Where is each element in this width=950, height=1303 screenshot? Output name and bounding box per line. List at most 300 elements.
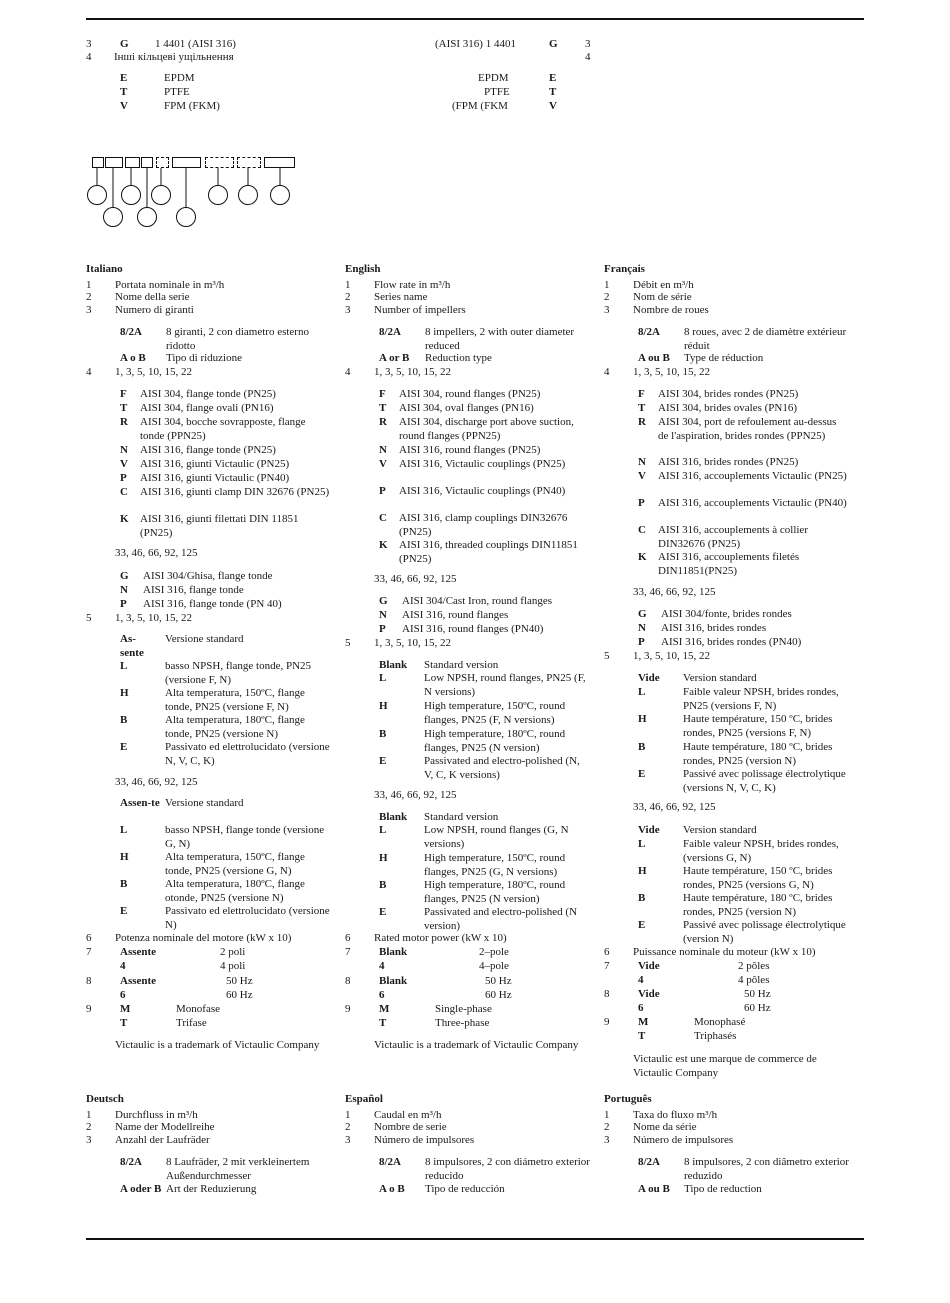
item-text: Rated motor power (kW x 10) [374,932,507,944]
text: Інші кільцеві ущільнення [114,51,234,63]
flange-code: K [638,551,647,563]
flange-code: R [379,416,387,428]
version-desc: basso NPSH, flange tonde (versione G, N) [165,824,325,850]
version-desc: Low NPSH, round flanges (G, N versions) [424,824,569,850]
item-text: Número de impulsores [633,1134,734,1146]
version-desc: High temperature, 180ºC, round flanges, PN25 (N version) [424,728,566,754]
version-desc: Haute température, 180 ºC, brides rondes, PN25 (version N) [683,892,833,918]
phase-code: T [120,1017,128,1029]
flange-desc: AISI 316, accouplements Victaulic (PN40) [658,497,847,509]
trademark-note: Victaulic is a trademark of Victaulic Company [115,1039,320,1051]
callout-circle [176,207,196,227]
flange-code: V [120,458,128,470]
version-desc: Passivé avec polissage électrolytique (versions N, V, C, K) [683,768,846,794]
flange-code: G [379,595,388,607]
code-key: A o B [379,1183,405,1195]
version-code: E [120,741,128,753]
version-code: E [638,919,646,931]
flange-desc: AISI 316, Victaulic couplings (PN40) [399,485,566,497]
code-desc: Tipo de reducción [425,1183,505,1195]
item-text: Anzahl der Laufräder [115,1134,210,1146]
trademark-note: Victaulic est une marque de commerce de Victaulic Company [633,1053,817,1079]
callout-circle [151,185,171,205]
version-code: B [120,878,128,890]
pole-code: 4 [120,960,126,972]
pole-desc: 2 pôles [738,960,770,972]
code-desc: 8 impellers, 2 with outer diameter reduced [425,326,575,352]
code-box-6 [172,157,201,168]
num: 3 [86,38,92,50]
item-text: Nome della serie [115,291,190,303]
version-code: Blank [379,659,408,671]
code-key: 8/2A [379,326,401,338]
freq-desc: 60 Hz [226,989,253,1001]
flange-desc: AISI 304, brides ovales (PN16) [658,402,798,414]
code-key: 8/2A [638,326,660,338]
callout-circle [270,185,290,205]
item-number: 8 [604,988,610,1000]
size-list: 33, 46, 66, 92, 125 [374,789,457,801]
item-text: Potenza nominale del motore (kW x 10) [115,932,292,944]
item-text: Taxa do fluxo m³/h [633,1109,718,1121]
version-desc: Versione standard [165,797,244,809]
code: V [120,100,128,112]
flange-code: T [638,402,646,414]
flange-desc: AISI 304, bocche sovrapposte, flange tonde (PPN25) [140,416,306,442]
pole-code: 4 [638,974,644,986]
code-desc: 8 impulsores, 2 con diámetro exterior reducido [425,1156,590,1182]
version-desc: Alta temperatura, 150ºC, flange tonde, PN25 (versione G, N) [165,851,305,877]
text: EPDM [478,72,509,84]
flange-desc: AISI 316, accouplements à collier DIN32676 (PN25) [658,524,808,550]
version-code: B [638,892,646,904]
pole-code: Blank [379,946,408,958]
item-number: 5 [345,637,351,649]
flange-code: V [638,470,646,482]
code-key: 8/2A [379,1156,401,1168]
code-box-1 [92,157,104,168]
diagram-connector-lines [0,0,950,240]
code-desc: 8 roues, avec 2 de diamètre extérieur réduit [684,326,847,352]
callout-circle [103,207,123,227]
item-number: 6 [345,932,351,944]
flange-desc: AISI 304, port de refoulement au-dessus de l'aspiration, brides rondes (PPN25) [658,416,837,442]
size-list: 33, 46, 66, 92, 125 [115,547,198,559]
code-desc: Tipo de reduction [684,1183,762,1195]
flange-code: T [379,402,387,414]
code-key: 8/2A [120,1156,142,1168]
code-desc: Art der Reduzierung [166,1183,257,1195]
flange-code: R [120,416,128,428]
version-code: E [638,768,646,780]
callout-circle [208,185,228,205]
freq-desc: 60 Hz [485,989,512,1001]
freq-code: 6 [120,989,126,1001]
flange-desc: AISI 316, clamp couplings DIN32676 (PN25) [399,512,568,538]
item-number: 3 [345,304,351,316]
code-key: A or B [379,352,410,364]
freq-code: Vide [638,988,660,1000]
size-list: 33, 46, 66, 92, 125 [374,573,457,585]
version-desc: Passivé avec polissage électrolytique (version N) [683,919,846,945]
version-code: Vide [638,824,660,836]
item-number: 2 [86,1121,92,1133]
item-number: 2 [345,291,351,303]
flange-code: N [638,456,646,468]
item-text: Nom de série [633,291,692,303]
freq-desc: 60 Hz [744,1002,771,1014]
flange-desc: AISI 316, giunti Victaulic (PN25) [140,458,290,470]
flange-desc: AISI 304/Ghisa, flange tonde [143,570,273,582]
version-desc: Passivated and electro-polished (N version) [424,906,578,932]
version-code: As-sente [120,633,144,659]
pole-desc: 4 pôles [738,974,770,986]
pole-desc: 4 poli [220,960,246,972]
version-code: L [638,686,646,698]
version-code: H [379,700,388,712]
item-text: Nome da série [633,1121,697,1133]
flange-code: G [638,608,647,620]
item-number: 1 [345,279,351,291]
version-code: B [379,879,387,891]
flange-desc: AISI 316, giunti filettati DIN 11851 (PN25) [140,513,299,539]
item-number: 4 [604,366,610,378]
item-number: 8 [86,975,92,987]
size-list: 33, 46, 66, 92, 125 [115,776,198,788]
freq-code: Assente [120,975,157,987]
code-key: A oder B [120,1183,162,1195]
text: FPM (FKM) [164,100,220,112]
flange-code: C [120,486,128,498]
version-desc: Low NPSH, round flanges, PN25 (F, N versions) [424,672,586,698]
code: V [549,100,557,112]
flange-desc: AISI 316, brides rondes (PN40) [661,636,802,648]
callout-circle [121,185,141,205]
item-number: 2 [86,291,92,303]
version-desc: High temperature, 150ºC, round flanges, PN25 (F, N versions) [424,700,566,726]
flange-desc: AISI 316, round flanges [402,609,509,621]
item-number: 1 [86,279,92,291]
freq-code: 6 [379,989,385,1001]
item-number: 3 [604,304,610,316]
size-list: 33, 46, 66, 92, 125 [633,801,716,813]
version-code: B [120,714,128,726]
size-list: 33, 46, 66, 92, 125 [633,586,716,598]
item-text: Name der Modellreihe [115,1121,215,1133]
version-desc: Passivato ed elettrolucidato (versione N, V, C, K) [165,741,330,767]
flange-code: F [120,388,127,400]
text: (FPM (FKM [452,100,508,112]
flange-desc: AISI 316, flange tonde (PN 40) [143,598,282,610]
item-number: 9 [604,1016,610,1028]
phase-code: M [379,1003,390,1015]
item-text: Número de impulsores [374,1134,475,1146]
version-desc: Haute température, 180 ºC, brides rondes, PN25 (version N) [683,741,833,767]
item-number: 2 [345,1121,351,1133]
code-box-8 [237,157,261,168]
num: 4 [86,51,92,63]
callout-circle [137,207,157,227]
version-code: H [120,687,129,699]
phase-desc: Three-phase [435,1017,490,1029]
code-desc: 8 Laufräder, 2 mit verkleinertem Außendurchmesser [166,1156,310,1182]
flange-desc: AISI 316, Victaulic couplings (PN25) [399,458,566,470]
version-code: B [638,741,646,753]
freq-desc: 50 Hz [744,988,771,1000]
version-desc: Passivato ed elettrolucidato (versione N) [165,905,330,931]
flange-code: N [379,444,387,456]
num: 3 [585,38,591,50]
flange-code: K [379,539,388,551]
version-code: E [379,906,387,918]
flange-code: K [120,513,129,525]
item-number: 1 [604,279,610,291]
item-number: 3 [345,1134,351,1146]
flange-desc: AISI 316, flange tonde (PN25) [140,444,276,456]
flange-code: R [638,416,646,428]
item-text: 1, 3, 5, 10, 15, 22 [374,637,451,649]
item-number: 1 [604,1109,610,1121]
code-box-5 [156,157,169,168]
pole-desc: 4–pole [479,960,509,972]
version-desc: Haute température, 150 ºC, brides rondes, PN25 (versions G, N) [683,865,833,891]
flange-code: P [638,636,645,648]
code-box-9 [264,157,295,168]
column-title: Deutsch [86,1093,124,1105]
version-desc: Versione standard [165,633,244,645]
item-number: 5 [604,650,610,662]
callout-circle [87,185,107,205]
item-number: 1 [86,1109,92,1121]
version-code: Assen-te [120,797,160,809]
item-text: Nombre de serie [374,1121,447,1133]
item-text: 1, 3, 5, 10, 15, 22 [374,366,451,378]
version-code: E [379,755,387,767]
item-text: Nombre de roues [633,304,709,316]
column-title: Italiano [86,263,123,275]
flange-code: P [120,472,127,484]
phase-code: M [120,1003,131,1015]
version-code: E [120,905,128,917]
code-desc: Tipo di riduzione [166,352,242,364]
code-desc: Reduction type [425,352,492,364]
flange-desc: AISI 304, flange ovali (PN16) [140,402,274,414]
item-number: 3 [86,304,92,316]
flange-code: P [120,598,127,610]
version-code: H [638,713,647,725]
flange-code: N [120,444,128,456]
item-text: Numero di giranti [115,304,194,316]
version-desc: Faible valeur NPSH, brides rondes, (versions G, N) [683,838,839,864]
text: 1 4401 (AISI 316) [155,38,236,50]
code-key: A ou B [638,352,670,364]
version-desc: Version standard [683,824,757,836]
code-key: A ou B [638,1183,670,1195]
flange-desc: AISI 316, accouplements filetés DIN11851(PN25) [658,551,800,577]
version-desc: Alta temperatura, 180ºC, flange otonde, PN25 (versione N) [165,878,305,904]
item-number: 9 [345,1003,351,1015]
version-code: L [120,660,128,672]
pole-code: 4 [379,960,385,972]
flange-desc: AISI 304, oval flanges (PN16) [399,402,534,414]
item-number: 2 [604,1121,610,1133]
version-code: H [379,852,388,864]
code: T [120,86,128,98]
flange-desc: AISI 304, round flanges (PN25) [399,388,541,400]
item-number: 3 [604,1134,610,1146]
version-desc: High temperature, 150ºC, round flanges, PN25 (G, N versions) [424,852,566,878]
flange-code: N [638,622,646,634]
item-text: 1, 3, 5, 10, 15, 22 [115,612,192,624]
code-box-3 [125,157,140,168]
code-key: 8/2A [638,1156,660,1168]
text: (AISI 316) 1 4401 [435,38,516,50]
version-code: B [379,728,387,740]
phase-code: T [379,1017,387,1029]
version-desc: Standard version [424,811,499,823]
code-desc: 8 giranti, 2 con diametro esterno ridotto [166,326,309,352]
flange-desc: AISI 304, brides rondes (PN25) [658,388,799,400]
phase-desc: Monofase [176,1003,220,1015]
flange-desc: AISI 304, flange tonde (PN25) [140,388,276,400]
version-code: L [379,672,387,684]
phase-desc: Triphasés [694,1030,737,1042]
freq-desc: 50 Hz [485,975,512,987]
item-text: Durchfluss in m³/h [115,1109,198,1121]
flange-code: P [379,485,386,497]
code-key: A o B [120,352,146,364]
pole-desc: 2 poli [220,946,246,958]
version-code: L [379,824,387,836]
phase-code: M [638,1016,649,1028]
item-number: 5 [86,612,92,624]
code: G [120,38,129,50]
text: PTFE [484,86,510,98]
item-text: 1, 3, 5, 10, 15, 22 [633,366,710,378]
item-text: 1, 3, 5, 10, 15, 22 [633,650,710,662]
flange-desc: AISI 316, round flanges (PN25) [399,444,541,456]
trademark-note: Victaulic is a trademark of Victaulic Company [374,1039,579,1051]
version-desc: Passivated and electro-polished (N, V, C, K versions) [424,755,580,781]
code: T [549,86,557,98]
version-code: Vide [638,672,660,684]
phase-desc: Monophasé [694,1016,746,1028]
version-desc: Haute température, 150 ºC, brides rondes, PN25 (versions F, N) [683,713,833,739]
column-title: English [345,263,381,275]
version-desc: High temperature, 180ºC, round flanges, PN25 (N version) [424,879,566,905]
version-desc: basso NPSH, flange tonde, PN25 (versione F, N) [165,660,312,686]
flange-desc: AISI 316, brides rondes (PN25) [658,456,799,468]
flange-code: V [379,458,387,470]
item-number: 1 [345,1109,351,1121]
flange-code: P [379,623,386,635]
code-key: 8/2A [120,326,142,338]
flange-desc: AISI 316, accouplements Victaulic (PN25) [658,470,847,482]
item-text: Puissance nominale du moteur (kW x 10) [633,946,816,958]
flange-desc: AISI 316, round flanges (PN40) [402,623,544,635]
flange-code: F [379,388,386,400]
version-code: L [638,838,646,850]
version-code: L [120,824,128,836]
code-box-2 [105,157,123,168]
flange-desc: AISI 316, threaded couplings DIN11851 (PN25) [399,539,578,565]
version-code: H [120,851,129,863]
version-desc: Version standard [683,672,757,684]
version-code: H [638,865,647,877]
flange-code: C [638,524,646,536]
item-text: Number of impellers [374,304,466,316]
pole-desc: 2–pole [479,946,509,958]
item-text: Series name [374,291,428,303]
phase-code: T [638,1030,646,1042]
text: PTFE [164,86,190,98]
code-desc: Type de réduction [684,352,764,364]
item-number: 8 [345,975,351,987]
flange-code: N [379,609,387,621]
pole-code: Vide [638,960,660,972]
item-number: 3 [86,1134,92,1146]
column-title: Português [604,1093,652,1105]
flange-desc: AISI 304/fonte, brides rondes [661,608,792,620]
flange-desc: AISI 316, giunti Victaulic (PN40) [140,472,290,484]
code: G [549,38,558,50]
item-number: 9 [86,1003,92,1015]
pole-code: Assente [120,946,157,958]
item-number: 7 [604,960,610,972]
item-number: 4 [345,366,351,378]
item-number: 6 [604,946,610,958]
flange-code: T [120,402,128,414]
code: E [120,72,128,84]
version-code: Blank [379,811,408,823]
flange-code: G [120,570,129,582]
flange-code: F [638,388,645,400]
version-desc: Alta temperatura, 150ºC, flange tonde, PN25 (versione F, N) [165,687,305,713]
num: 4 [585,51,591,63]
column-title: Français [604,263,645,275]
version-desc: Standard version [424,659,499,671]
item-text: Caudal en m³/h [374,1109,442,1121]
item-number: 6 [86,932,92,944]
item-number: 4 [86,366,92,378]
flange-desc: AISI 316, giunti clamp DIN 32676 (PN25) [140,486,330,498]
item-text: Portata nominale in m³/h [115,279,225,291]
item-text: Débit en m³/h [633,279,694,291]
freq-code: 6 [638,1002,644,1014]
item-number: 2 [604,291,610,303]
flange-desc: AISI 316, brides rondes [661,622,767,634]
column-title: Español [345,1093,383,1105]
flange-desc: AISI 316, flange tonde [143,584,244,596]
flange-desc: AISI 304/Cast Iron, round flanges [402,595,553,607]
flange-desc: AISI 304, discharge port above suction, round flanges (PPN25) [399,416,574,442]
bottom-rule [86,1238,864,1240]
code-desc: 8 impulsores, 2 con diâmetro exterior reduzido [684,1156,849,1182]
version-desc: Faible valeur NPSH, brides rondes, PN25 (versions F, N) [683,686,839,712]
freq-desc: 50 Hz [226,975,253,987]
item-text: Flow rate in m³/h [374,279,451,291]
flange-code: N [120,584,128,596]
code-box-4 [141,157,153,168]
code-box-7 [205,157,234,168]
item-number: 7 [345,946,351,958]
item-text: 1, 3, 5, 10, 15, 22 [115,366,192,378]
freq-code: Blank [379,975,408,987]
callout-circle [238,185,258,205]
item-number: 7 [86,946,92,958]
phase-desc: Trifase [176,1017,207,1029]
code: E [549,72,557,84]
